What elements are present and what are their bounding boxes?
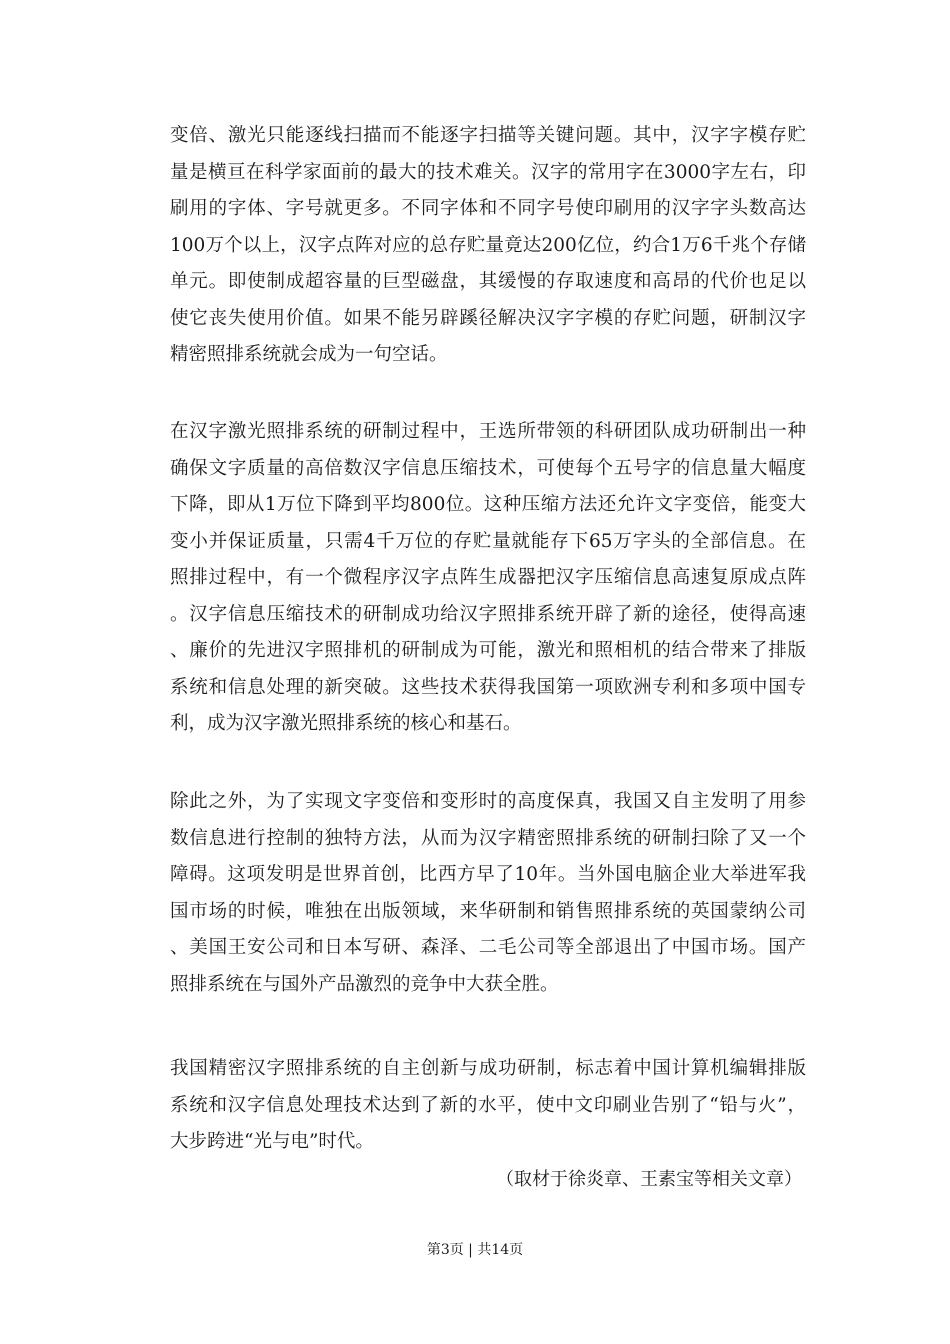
text-line: 国市场的时候，唯独在出版领域，来华研制和销售照排系统的英国蒙纳公司 (170, 900, 806, 922)
page-footer: 第3页 | 共14页 (426, 1242, 524, 1258)
text-line: 100万个以上，汉字点阵对应的总存贮量竟达200亿位，约合1万6千兆个存储 (170, 234, 806, 256)
text-line: 量是横亘在科学家面前的最大的技术难关。汉字的常用字在3000字左右，印 (170, 161, 806, 183)
text-line: 、廉价的先进汉字照排机的研制成为可能，激光和照相机的结合带来了排版 (170, 640, 806, 661)
text-line: 使它丧失使用价值。如果不能另辟蹊径解决汉字字模的存贮问题，研制汉字 (170, 307, 806, 329)
text-line: 精密照排系统就会成为一句空话。 (170, 344, 448, 365)
source-citation: （取材于徐炎章、王素宝等相关文章） (496, 1169, 802, 1190)
text-line: 我国精密汉字照排系统的自主创新与成功研制，标志着中国计算机编辑排版 (170, 1058, 806, 1079)
paragraph-4 (170, 1051, 806, 1161)
text-line: 利，成为汉字激光照排系统的核心和基石。 (170, 713, 522, 734)
text-line: 数信息进行控制的独特方法，从而为汉字精密照排系统的研制扫除了又一个 (170, 827, 806, 849)
text-line: 下降，即从1万位下降到平均800位。这种压缩方法还允许文字变倍，能变大 (170, 494, 806, 515)
text-line: 系统和信息处理的新突破。这些技术获得我国第一项欧洲专利和多项中国专 (170, 676, 806, 698)
paragraph-1 (170, 118, 806, 374)
paragraph-2 (170, 414, 806, 743)
text-line: 单元。即使制成超容量的巨型磁盘，其缓慢的存取速度和高昂的代价也足以 (170, 271, 806, 292)
text-line: 照排过程中，有一个微程序汉字点阵生成器把汉字压缩信息高速复原成点阵 (170, 567, 806, 588)
paragraph-3 (170, 784, 806, 1003)
text-line: 在汉字激光照排系统的研制过程中，王选所带领的科研团队成功研制出一种 (170, 421, 806, 442)
text-line: 变倍、激光只能逐线扫描而不能逐字扫描等关键问题。其中，汉字字模存贮 (170, 125, 806, 146)
text-line: 障碍。这项发明是世界首创，比西方早了10年。当外国电脑企业大举进军我 (170, 864, 806, 885)
text-line: 、美国王安公司和日本写研、森泽、二毛公司等全部退出了中国市场。国产 (170, 937, 806, 958)
text-line: 照排系统在与国外产品激烈的竞争中大获全胜。 (170, 973, 559, 995)
text-line: 刷用的字体、字号就更多。不同字体和不同字号使印刷用的汉字字头数高达 (170, 198, 806, 219)
text-line: 变小并保证质量，只需4千万位的存贮量就能存下65万字头的全部信息。在 (170, 530, 806, 552)
text-line: 除此之外，为了实现文字变倍和变形时的高度保真，我国又自主发明了用参 (170, 791, 806, 812)
text-line: 系统和汉字信息处理技术达到了新的水平，使中文印刷业告别了“铅与火”， (170, 1094, 806, 1116)
text-line: 。汉字信息压缩技术的研制成功给汉字照排系统开辟了新的途径，使得高速 (170, 603, 806, 625)
text-line: 大步跨进“光与电”时代。 (170, 1131, 374, 1152)
text-line: 确保文字质量的高倍数汉字信息压缩技术，可使每个五号字的信息量大幅度 (170, 457, 806, 479)
